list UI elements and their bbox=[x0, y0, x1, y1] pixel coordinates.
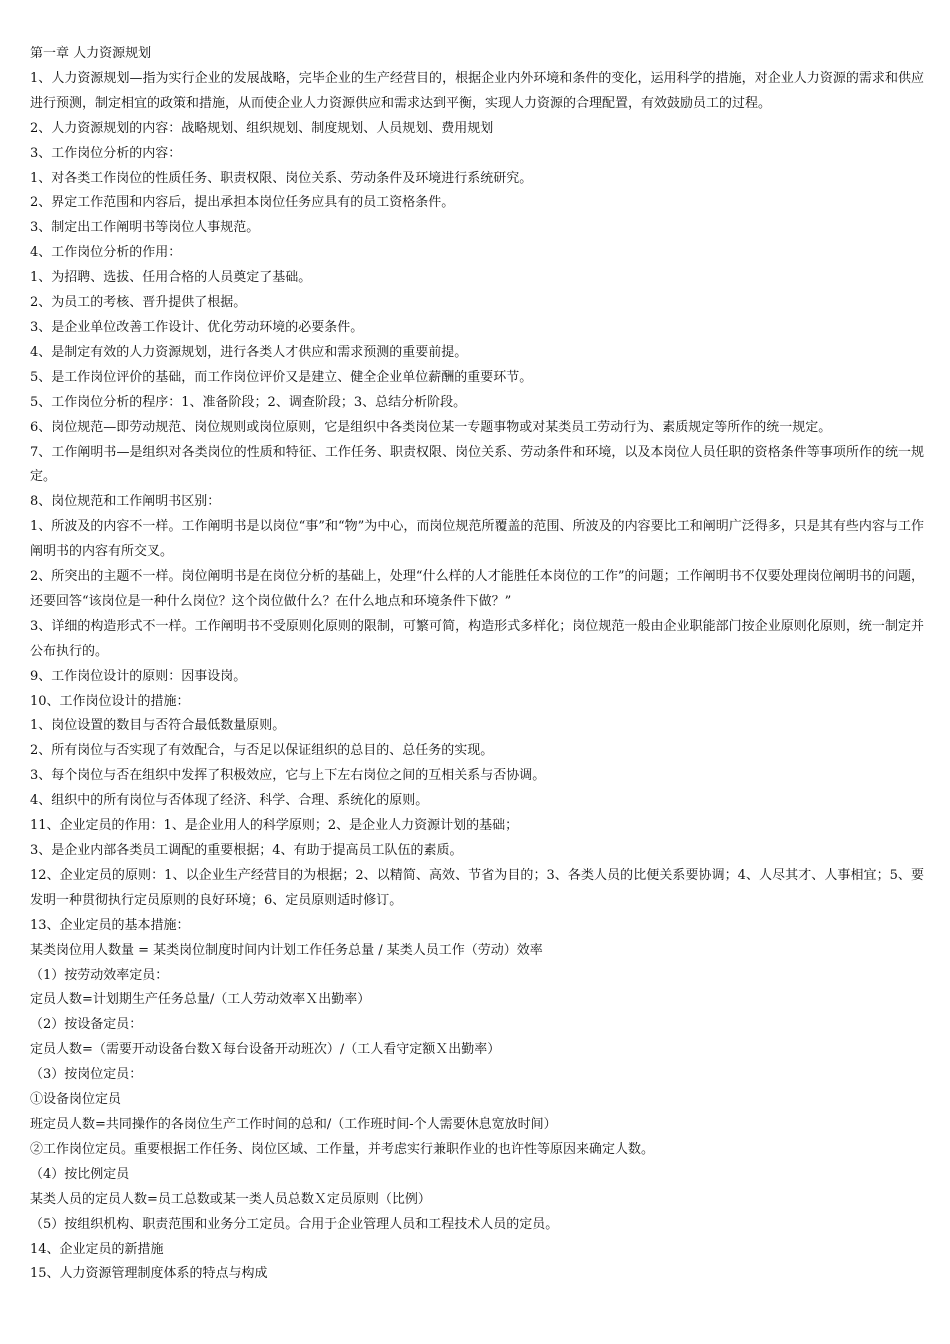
text-line: 2、界定工作范围和内容后，提出承担本岗位任务应具有的员工资格条件。 bbox=[30, 195, 455, 211]
text-line: 3、是企业单位改善工作设计、优化劳动环境的必要条件。 bbox=[30, 319, 364, 335]
text-line: （3）按岗位定员： bbox=[30, 1067, 143, 1083]
text-line: 3、每个岗位与否在组织中发挥了积极效应，它与上下左右岗位之间的互相关系与否协调。 bbox=[30, 768, 546, 784]
text-line: 1、人力资源规划—指为实行企业的发展战略，完毕企业的生产经营目的，根据企业内外环境和条件的变化，运用科学的措施，对企业人力资源的需求和供应进行预测，制定相宜的政策和措施，从而使企业人力资源供应和需求达到平衡，实现人力资源的合理配置，有效鼓励员工的过程。 bbox=[30, 70, 924, 111]
text-line: 3、制定出工作阐明书等岗位人事规范。 bbox=[30, 220, 260, 236]
text-line: （4）按比例定员 bbox=[30, 1166, 130, 1182]
text-line: 7、工作阐明书—是组织对各类岗位的性质和特征、工作任务、职责权限、岗位关系、劳动条件和环境，以及本岗位人员任职的资格条件等事项所作的统一规定。 bbox=[30, 444, 924, 485]
text-line: 2、人力资源规划的内容：战略规划、组织规划、制度规划、人员规划、费用规划 bbox=[30, 120, 494, 136]
text-line: 3、工作岗位分析的内容： bbox=[30, 145, 182, 161]
text-line: 2、为员工的考核、晋升提供了根据。 bbox=[30, 295, 247, 311]
text-line: ②工作岗位定员。重要根据工作任务、岗位区域、工作量，并考虑实行兼职作业的也许性等原因来确定人数。 bbox=[30, 1141, 655, 1157]
formula-line: 定员人数=（需要开动设备台数Ｘ每台设备开动班次）/（工人看守定额Ｘ出勤率） bbox=[30, 1042, 501, 1058]
text-line: 15、人力资源管理制度体系的特点与构成 bbox=[30, 1266, 268, 1282]
text-line: 4、工作岗位分析的作用： bbox=[30, 245, 182, 261]
text-line: 2、所突出的主题不一样。岗位阐明书是在岗位分析的基础上，处理“什么样的人才能胜任本岗位的工作”的问题；工作阐明书不仅要处理岗位阐明书的问题，还要回答“该岗位是一种什么岗位？这个岗位做什么？在什么地点和环境条件下做？” bbox=[30, 569, 924, 609]
text-line: 1、岗位设置的数目与否符合最低数量原则。 bbox=[30, 718, 286, 734]
formula-line: 班定员人数=共同操作的各岗位生产工作时间的总和/（工作班时间-个人需要休息宽放时间） bbox=[30, 1116, 557, 1132]
text-line: 13、企业定员的基本措施： bbox=[30, 917, 190, 933]
text-line: 1、为招聘、选拔、任用合格的人员奠定了基础。 bbox=[30, 270, 312, 286]
text-line: 1、所波及的内容不一样。工作阐明书是以岗位“事”和“物”为中心，而岗位规范所覆盖的范围、所波及的内容要比工和阐明广泛得多，只是其有些内容与工作阐明书的内容有所交叉。 bbox=[30, 519, 924, 560]
text-line: 3、是企业内部各类员工调配的重要根据；4、有助于提高员工队伍的素质。 bbox=[30, 843, 463, 858]
text-line: 5、工作岗位分析的程序：1、准备阶段；2、调查阶段；3、总结分析阶段。 bbox=[30, 394, 467, 410]
text-line: 12、企业定员的原则：1、以企业生产经营目的为根据；2、以精简、高效、节省为目的；3、各类人员的比便关系要协调；4、人尽其才、人事相宜；5、要发明一种贯彻执行定员原则的良好环境；6、定员原则适时修订。 bbox=[30, 867, 924, 908]
formula-line: 定员人数=计划期生产任务总量/（工人劳动效率Ｘ出勤率） bbox=[30, 992, 371, 1008]
text-line: 2、所有岗位与否实现了有效配合，与否足以保证组织的总目的、总任务的实现。 bbox=[30, 743, 494, 759]
text-line: 10、工作岗位设计的措施： bbox=[30, 693, 190, 709]
text-line: （2）按设备定员： bbox=[30, 1017, 143, 1033]
text-line: ①设备岗位定员 bbox=[30, 1092, 122, 1108]
chapter-title: 第一章 人力资源规划 bbox=[30, 46, 152, 61]
text-line: 4、是制定有效的人力资源规划，进行各类人才供应和需求预测的重要前提。 bbox=[30, 344, 468, 360]
text-line: 11、企业定员的作用：1、是企业用人的科学原则；2、是企业人力资源计划的基础； bbox=[30, 818, 519, 834]
text-line: 8、岗位规范和工作阐明书区别： bbox=[30, 494, 221, 510]
text-line: 9、工作岗位设计的原则：因事设岗。 bbox=[30, 668, 247, 684]
text-line: 4、组织中的所有岗位与否体现了经济、科学、合理、系统化的原则。 bbox=[30, 793, 429, 809]
text-line: 6、岗位规范—即劳动规范、岗位规则或岗位原则，它是组织中各类岗位某一专题事物或对某类员工劳动行为、素质规定等所作的统一规定。 bbox=[30, 419, 832, 435]
text-line: 5、是工作岗位评价的基础，而工作岗位评价又是建立、健全企业单位薪酬的重要环节。 bbox=[30, 369, 533, 385]
text-line: 14、企业定员的新措施 bbox=[30, 1241, 164, 1257]
text-line: 3、详细的构造形式不一样。工作阐明书不受原则化原则的限制，可繁可简，构造形式多样化；岗位规范一般由企业职能部门按企业原则化原则，统一制定并公布执行的。 bbox=[30, 618, 924, 659]
text-line: （1）按劳动效率定员： bbox=[30, 967, 169, 983]
formula-line: 某类人员的定员人数=员工总数或某一类人员总数Ｘ定员原则（比例） bbox=[30, 1191, 431, 1207]
text-line: （5）按组织机构、职责范围和业务分工定员。合用于企业管理人员和工程技术人员的定员。 bbox=[30, 1216, 559, 1232]
text-line: 1、对各类工作岗位的性质任务、职责权限、岗位关系、劳动条件及环境进行系统研究。 bbox=[30, 170, 533, 186]
formula-line: 某类岗位用人数量 = 某类岗位制度时间内计划工作任务总量 / 某类人员工作（劳动）效率 bbox=[30, 942, 543, 958]
